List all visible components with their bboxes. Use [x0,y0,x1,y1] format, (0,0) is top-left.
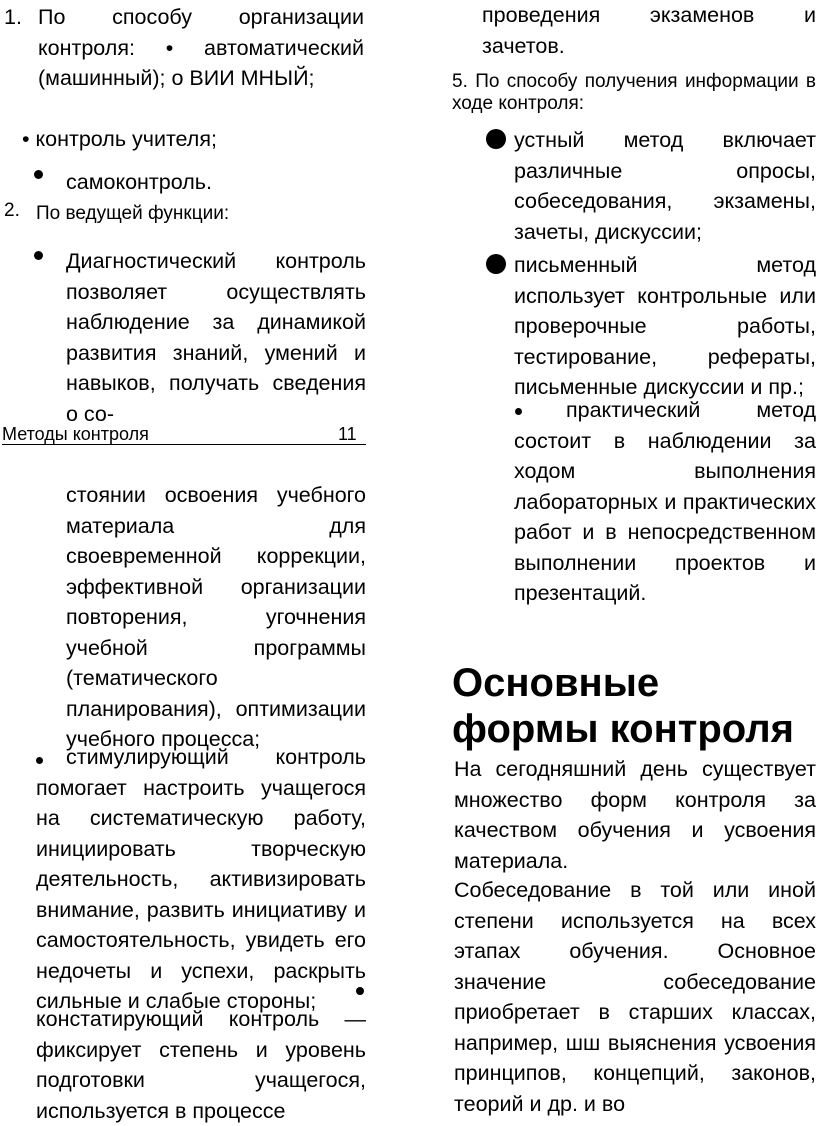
bullet-dot-icon [486,254,506,274]
item1-text: По способу организации контроля: • автоматический (машинный); о ВИИ МНЫЙ; [38,5,364,90]
written-method-text: письменный метод использует контрольные или проверочные работы, тестирование, рефераты, письменные дискуссии и пр.; [514,253,816,399]
stating-text: констатирующий контроль — фиксирует степень и уровень подготовки учащегося, используется в процессе [36,1007,366,1123]
paragraph-intro: На сегодняшний день существует множество форм контроля за качеством обучения и усвоения материала. [454,757,816,873]
continuation-text: стоянии освоения учебного материала для своевременной коррекции, эффективной организации повторения, угочнения учебной программы (тематического планирования), оптимизации учебного процесса; [66,483,366,751]
item1-bullet-teacher: • контроль учителя; [22,127,217,151]
bullet-dot-icon [356,987,364,995]
practical-method-text: практический метод состоит в наблюдении за ходом выполнения лабораторных и практических работ и в непосредственном выполнении проектов и презентаций. [514,398,816,605]
item2-number: 2. [4,200,20,221]
bullet-dot-icon [486,129,506,149]
item1-bullet-self: самоконтроль. [66,170,212,194]
oral-method-text: устный метод включает различные опросы, собеседования, экзамены, зачеты, дискуссии; [514,128,816,244]
diagnostic-text: Диагностический контроль позволяет осуществлять наблюдение за динамикой развития знаний, умений и навыков, получать сведения о со- [66,249,366,426]
top-continuation-text: проведения экзаменов и зачетов. [482,3,816,58]
stimulating-text: стимулирующий контроль помогает настроить учащегося на систематическую работу, инициировать творческую деятельность, активизировать внимание, развить инициативу и самостоятельность, увидеть его недочеты и успехи, раскрыть сильные и слабые стороны; [36,745,366,1013]
paragraph-interview: Собеседование в той или иной степени используется на всех этапах обучения. Основное значение собеседование приобретает в старших классах, например, шш выяснения усвоения принципов, концепций, законов, теорий и др. и во [454,878,816,1116]
item5-text: 5. По способу получения информации в ходе контроля: [452,71,816,114]
section-heading: Основные формы контроля [452,661,794,751]
footer-page-number: 11 [338,424,357,444]
item1-number: 1. [4,5,22,29]
footer-title: Методы контроля [2,424,149,444]
footer-divider [2,444,366,445]
bullet-dot-icon [34,251,43,260]
bullet-dot-icon [34,170,43,179]
item2-text: По ведущей функции: [36,203,230,224]
